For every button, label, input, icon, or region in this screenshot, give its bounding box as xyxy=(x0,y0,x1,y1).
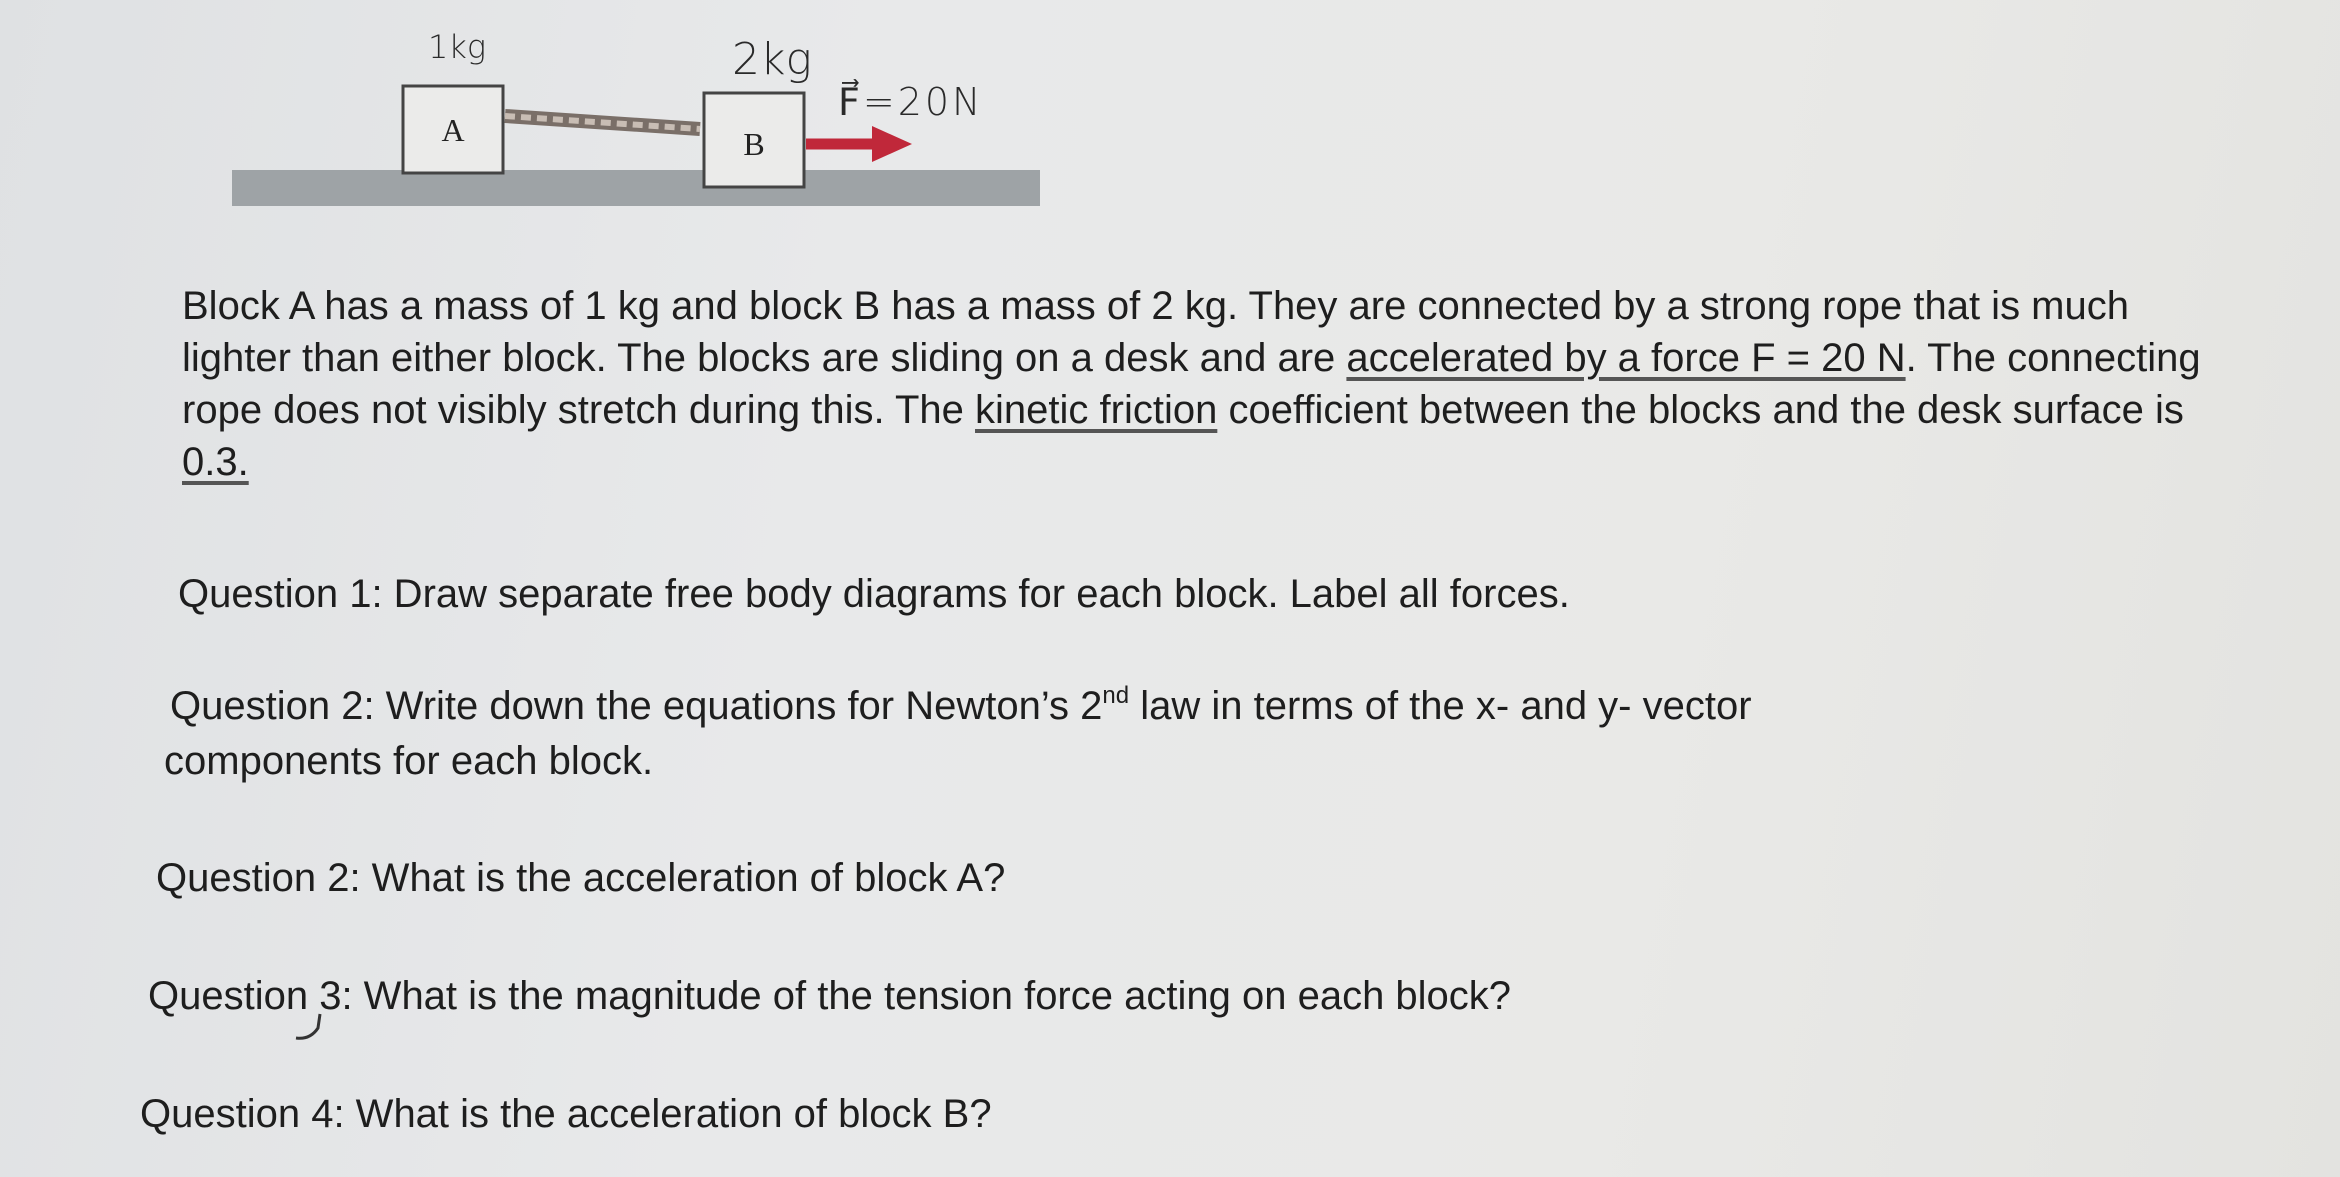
underlined-coefficient: 0.3. xyxy=(182,440,249,484)
question-2-line-1 xyxy=(170,680,1752,732)
block-a-label: A xyxy=(441,112,465,148)
underlined-force: accelerated by a force F = 20 N xyxy=(1346,336,1906,380)
problem-statement xyxy=(182,280,2222,488)
rope xyxy=(505,116,700,129)
question-2-text: Question 2: Write down the equations for Newton’s 2 xyxy=(170,684,1103,728)
force-note: F⃗=20N xyxy=(838,80,984,124)
mass-b-note: 2kg xyxy=(732,34,812,85)
question-2-superscript: nd xyxy=(1102,682,1130,709)
question-2-line-2: components for each block. xyxy=(164,739,654,783)
block-b-label: B xyxy=(743,126,765,162)
question-2-acceleration: Question 2: What is the acceleration of block A? xyxy=(156,856,1006,900)
problem-text-5: coefficient between the blocks and the desk surface is xyxy=(1217,388,2184,432)
underlined-friction: kinetic friction xyxy=(975,388,1218,432)
problem-text-1: Block A has a mass of 1 kg and block B has a mass of 2 kg. They are connected by a strong rope that is much lighter than either block. The blocks are sliding on a desk and are xyxy=(182,284,2129,380)
question-3: Question 3: What is the magnitude of the tension force acting on each block? xyxy=(148,974,1512,1018)
desk-surface xyxy=(232,170,1040,206)
mass-a-note: 1kg xyxy=(428,28,487,66)
blocks-diagram xyxy=(0,0,1100,230)
question-2-text-rest: law in terms of the x- and y- vector xyxy=(1129,684,1752,728)
question-4: Question 4: What is the acceleration of block B? xyxy=(140,1092,992,1136)
pen-mark xyxy=(290,1010,330,1050)
force-arrow xyxy=(806,126,912,162)
problem-text-3: . The connecting rope does not visibly stretch during this. The xyxy=(182,336,2201,432)
question-1: Question 1: Draw separate free body diagrams for each block. Label all forces. xyxy=(178,572,1570,616)
